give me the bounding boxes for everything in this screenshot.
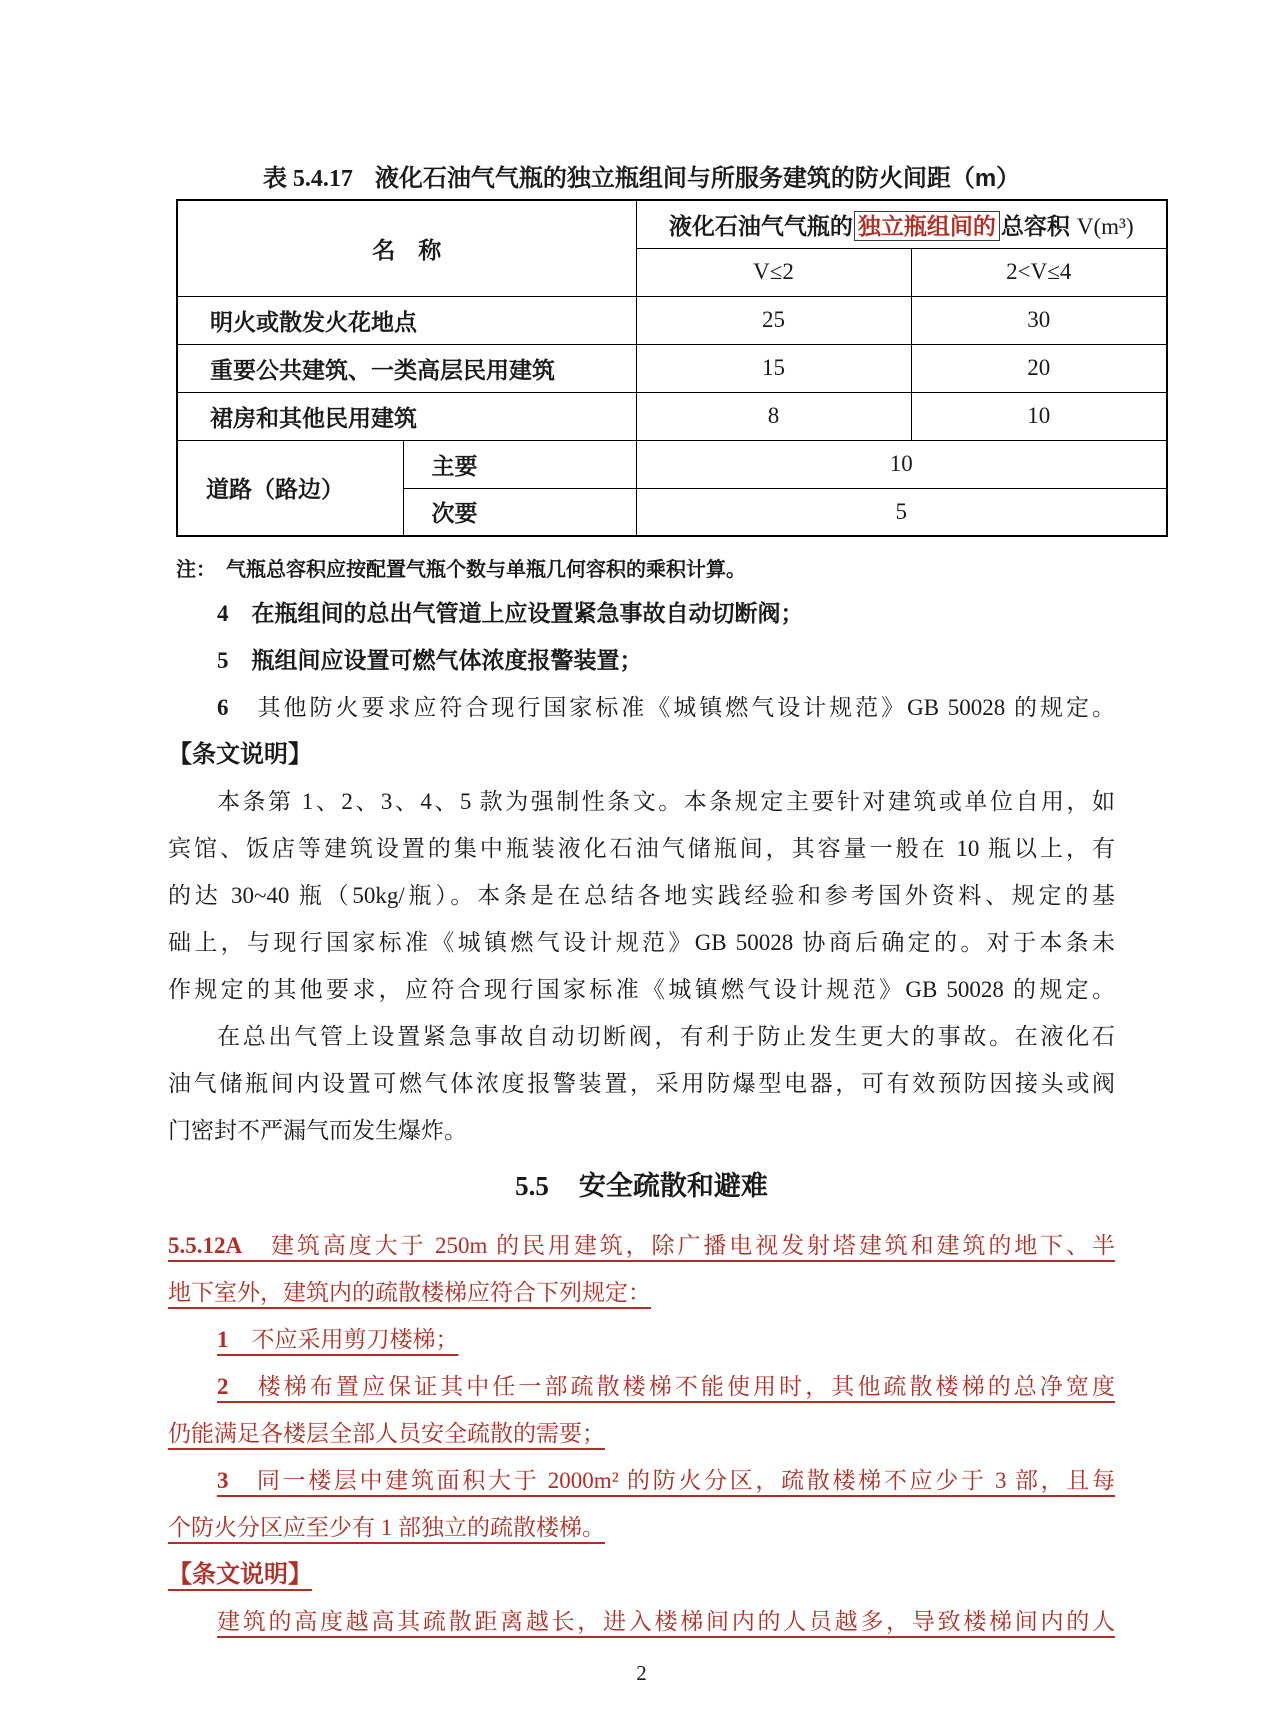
revision-item-1-number: 1 (217, 1327, 229, 1352)
section-number: 5.5 (515, 1171, 549, 1201)
revision-item-3-text: 同一楼层中建筑面积大于 2000m² 的防火分区，疏散楼梯不应少于 3 部，且每 (228, 1468, 1115, 1493)
revision-clause-intro-line2: 地下室外，建筑内的疏散楼梯应符合下列规定： (168, 1280, 651, 1305)
revision-item-3-line2: 个防火分区应至少有 1 部独立的疏散楼梯。 (168, 1515, 605, 1540)
revision-block (168, 1222, 1115, 1645)
revision-boxed-text: 独立瓶组间的 (854, 211, 1000, 241)
clause-5-text: 瓶组间应设置可燃气体浓度报警装置； (228, 647, 643, 673)
row-name: 重要公共建筑、一类高层民用建筑 (177, 344, 636, 392)
revision-item-1-text: 不应采用剪刀楼梯； (228, 1327, 459, 1352)
road-primary-label: 主要 (403, 440, 636, 488)
clause-4-text: 在瓶组间的总出气管道上应设置紧急事故自动切断阀； (228, 600, 804, 626)
row-value-v2: 15 (636, 344, 911, 392)
section-title: 安全疏散和避难 (578, 1171, 768, 1201)
revision-explanation-line: 建筑的高度越高其疏散距离越长，进入楼梯间内的人员越多，导致楼梯间内的人 (217, 1609, 1115, 1634)
row-value-v4: 30 (911, 296, 1167, 344)
clause-6-number: 6 (217, 695, 229, 720)
explanation-para1-line2: 宾馆、饭店等建筑设置的集中瓶装液化石油气储瓶间，其容量一般在 10 瓶以上，有 (168, 836, 1115, 861)
revision-item-1 (168, 1316, 1115, 1363)
clause-5-number: 5 (217, 648, 229, 673)
capacity-unit: V(m³) (1076, 213, 1134, 239)
clause-item-4 (168, 590, 1115, 637)
table-row (177, 392, 1167, 440)
clause-item-6 (168, 684, 1115, 731)
road-primary-value: 10 (636, 440, 1167, 488)
section-heading (168, 1166, 1115, 1206)
revision-item-2-line1 (168, 1363, 1115, 1410)
revision-item-2-line2: 仍能满足各楼层全部人员安全疏散的需要； (168, 1421, 605, 1446)
row-value-v4: 20 (911, 344, 1167, 392)
row-value-v2: 8 (636, 392, 911, 440)
table-row (177, 344, 1167, 392)
explanation-para1-line4: 础上，与现行国家标准《城镇燃气设计规范》GB 50028 协商后确定的。对于本条未 (168, 930, 1115, 955)
explanation-para1-line1: 本条第 1、2、3、4、5 款为强制性条文。本条规定主要针对建筑或单位自用，如 (217, 789, 1115, 814)
road-secondary-label: 次要 (403, 488, 636, 536)
explanation-label: 【条文说明】 (168, 741, 312, 768)
explanation-para1-line5: 作规定的其他要求，应符合现行国家标准《城镇燃气设计规范》GB 50028 的规定。 (168, 977, 1115, 1002)
header-subcol-v4: 2<V≤4 (911, 248, 1167, 296)
header-subcol-v2: V≤2 (636, 248, 911, 296)
road-secondary-value: 5 (636, 488, 1167, 536)
row-value-v4: 10 (911, 392, 1167, 440)
revision-clause-number: 5.5.12A (168, 1233, 243, 1258)
table-row-road-primary (177, 440, 1167, 488)
capacity-prefix: 液化石油气气瓶的 (668, 212, 853, 239)
road-name: 道路（路边） (177, 440, 403, 536)
row-name: 裙房和其他民用建筑 (177, 392, 636, 440)
revision-item-3-number: 3 (217, 1468, 229, 1493)
explanation-para2-line2: 油气储瓶间内设置可燃气体浓度报警装置，采用防爆型电器，可有效预防因接头或阀 (168, 1071, 1115, 1096)
clause-4-number: 4 (217, 601, 229, 626)
table-number: 表 5.4.17 (262, 166, 353, 192)
table-title (168, 164, 1115, 194)
revision-item-3-line1 (168, 1457, 1115, 1504)
header-name-cell: 名 称 (177, 200, 636, 296)
revision-item-2-number: 2 (217, 1374, 229, 1399)
capacity-suffix: 总容积 (1000, 212, 1070, 239)
fire-separation-table (176, 199, 1168, 537)
explanation-para2-line3: 门密封不严漏气而发生爆炸。 (168, 1118, 467, 1143)
header-capacity-cell (636, 200, 1167, 248)
revision-clause-intro-rest: 建筑高度大于 250m 的民用建筑，除广播电视发射塔建筑和建筑的地下、半 (242, 1233, 1115, 1258)
table-title-text: 液化石油气气瓶的独立瓶组间与所服务建筑的防火间距（m） (374, 165, 1021, 192)
revision-explanation-label: 【条文说明】 (168, 1561, 312, 1588)
clause-item-5 (168, 637, 1115, 684)
row-value-v2: 25 (636, 296, 911, 344)
table-row (177, 296, 1167, 344)
revision-item-2-text: 楼梯布置应保证其中任一部疏散楼梯不能使用时，其他疏散楼梯的总净宽度 (228, 1374, 1115, 1399)
page-number: 2 (636, 1661, 647, 1685)
table-header-row-1 (177, 200, 1167, 248)
explanation-para2-line1: 在总出气管上设置紧急事故自动切断阀，有利于防止发生更大的事故。在液化石 (217, 1024, 1115, 1049)
table-note: 注： 气瓶总容积应按配置气瓶个数与单瓶几何容积的乘积计算。 (176, 559, 746, 581)
explanation-para1-line3: 的达 30~40 瓶（50kg/瓶）。本条是在总结各地实践经验和参考国外资料、规定的基 (168, 883, 1115, 908)
clause-6-text: 其他防火要求应符合现行国家标准《城镇燃气设计规范》GB 50028 的规定。 (228, 695, 1115, 720)
row-name: 明火或散发火花地点 (177, 296, 636, 344)
revision-clause-intro-line1 (168, 1222, 1115, 1269)
